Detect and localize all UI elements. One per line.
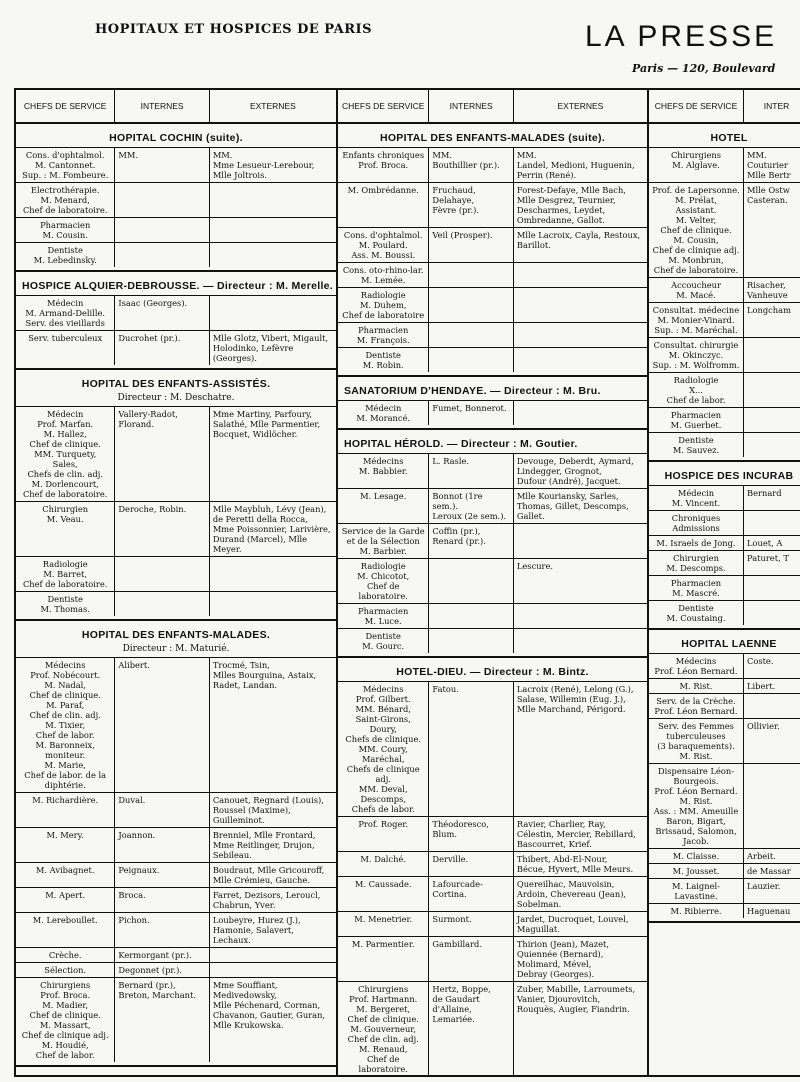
externes-cell: Forest-Defaye, Mlle Bach, Mlle Desgrez, Teurnier, Descharmes, Leydet, Ombredanne, Gallot. <box>516 185 626 225</box>
externes-cell <box>210 243 336 267</box>
chef-cell: M. Claisse. <box>649 849 744 863</box>
externes-cell <box>210 183 336 217</box>
internes-cell: Vallery-Radot, Florand. <box>115 407 209 501</box>
chef-cell: Pharmacien M. Mascré. <box>649 576 744 600</box>
chef-cell: Chirurgien M. Descomps. <box>649 551 744 575</box>
externes-cell: Zuber, Mabille, Larroumets, Vanier, Djourovitch, Rouquès, Augier, Fiandrin. <box>516 984 636 1014</box>
chef-cell: Consultat. médecine M. Monier-Vinard. Sup. : M. Maréchal. <box>649 303 744 337</box>
table-row <box>338 227 647 262</box>
internes-cell <box>744 764 800 848</box>
hospital-section <box>338 430 647 658</box>
internes-cell: Haguenau <box>747 906 791 916</box>
column-2 <box>338 90 649 1075</box>
internes-cell <box>744 694 800 718</box>
internes-cell <box>744 601 800 625</box>
internes-cell <box>429 559 513 603</box>
internes-cell <box>429 348 513 372</box>
hospital-section <box>16 370 336 621</box>
header-chefs: CHEFS DE SERVICE <box>338 90 429 122</box>
table-row <box>16 947 336 962</box>
section-director: Directeur : M. Maturié. <box>122 644 230 654</box>
internes-cell <box>744 408 800 432</box>
internes-cell: Peignaux. <box>115 863 209 887</box>
chef-cell: Dentiste M. Robin. <box>338 348 429 372</box>
hospital-section <box>338 124 647 377</box>
chef-cell: Dentiste M. Gourc. <box>338 629 429 653</box>
column-header <box>338 90 647 124</box>
table-row <box>338 876 647 911</box>
externes-cell <box>514 323 647 347</box>
internes-cell: Alibert. <box>115 658 209 792</box>
chef-cell: Prof. Roger. <box>338 817 429 851</box>
table-row <box>16 556 336 591</box>
chef-cell: M. Ribierre. <box>649 904 744 918</box>
address-line: Paris — 120, Boulevard <box>632 62 776 75</box>
internes-cell <box>115 183 209 217</box>
chef-cell: Dentiste M. Coustaing. <box>649 601 744 625</box>
table-row <box>649 485 800 510</box>
hospital-section <box>16 124 336 272</box>
internes-cell: Deroche, Robin. <box>115 502 209 556</box>
internes-cell: L. Rasle. <box>429 454 513 488</box>
table-row <box>649 863 800 878</box>
table-row <box>649 600 800 625</box>
section-title: HOPITAL DES ENFANTS-MALADES (suite). <box>379 132 606 144</box>
table-row <box>649 878 800 903</box>
column-2-body <box>338 124 647 1075</box>
table-row <box>338 911 647 936</box>
internes-cell: Gambillard. <box>429 937 513 981</box>
internes-cell: Fruchaud, Delahaye, Fèvre (pr.). <box>429 183 513 227</box>
externes-cell <box>210 592 336 616</box>
table-row <box>338 851 647 876</box>
chef-cell: Sélection. <box>16 963 115 977</box>
table-row <box>16 977 336 1062</box>
externes-cell: MM. Mme Lesueur-Lerebour, Mlle Joltrois. <box>212 150 315 180</box>
section-title: HOSPICE ALQUIER-DEBROUSSE. — Directeur : M. Merelle. <box>22 280 334 292</box>
section-title: HOPITAL COCHIN (suite). <box>109 132 243 144</box>
chef-cell: Cons. d'ophtalmol. M. Poulard. Ass. M. Boussi. <box>338 228 429 262</box>
column-header <box>16 90 336 124</box>
chef-cell: M. Mery. <box>16 828 115 862</box>
table-row <box>338 262 647 287</box>
table-row <box>16 182 336 217</box>
internes-cell: MM. Couturier Mlle Bertr <box>747 150 791 180</box>
chef-cell: Pharmacien M. Guerbet. <box>649 408 744 432</box>
internes-cell: Lafourcade- Cortina. <box>429 877 513 911</box>
chef-cell: M. Dalché. <box>338 852 429 876</box>
table-row <box>338 981 647 1075</box>
chef-cell: M. Menetrier. <box>338 912 429 936</box>
table-row <box>649 510 800 535</box>
chef-cell: Dentiste M. Thomas. <box>16 592 115 616</box>
table-row <box>649 718 800 763</box>
internes-cell <box>744 576 800 600</box>
internes-cell: Duval. <box>115 793 209 827</box>
directory-table <box>14 88 800 1077</box>
table-row <box>338 558 647 603</box>
section-title: HOPITAL LAENNE <box>681 638 777 650</box>
internes-cell: Isaac (Georges). <box>115 296 209 330</box>
chef-cell: Médecins Prof. Nobécourt. M. Nadal, Chef de clinique. M. Paraf, Chef de clin. adj. M. Tixier, Chef de labor. M. Baronneix, moniteur. M. Marie, Chef de labor. de la diphtérie. <box>16 658 115 792</box>
table-row <box>649 653 800 678</box>
internes-cell <box>429 263 513 287</box>
externes-cell: Jardet, Ducroquet, Louvel, Maguillat. <box>516 914 629 934</box>
externes-cell: Canouet, Regnard (Louis), Roussel (Maxime), Guilleminot. <box>212 795 324 825</box>
internes-cell: Derville. <box>429 852 513 876</box>
externes-cell: Devouge, Deberdt, Aymard, Lindegger, Grognot, Dufour (André), Jacquet. <box>516 456 634 486</box>
chef-cell: Dispensaire Léon-Bourgeois. Prof. Léon Bernard. M. Rist. Ass. : MM. Ameuille Baron, Bigart, Brissaud, Salomon, Jacob. <box>649 764 744 848</box>
table-row <box>338 322 647 347</box>
internes-cell: de Massar <box>747 866 791 876</box>
table-row <box>16 792 336 827</box>
externes-cell <box>514 401 647 425</box>
chef-cell: Médecins M. Babbier. <box>338 454 429 488</box>
table-row <box>16 657 336 792</box>
externes-cell <box>210 218 336 242</box>
header-internes: INTER <box>763 101 790 111</box>
chef-cell: Pharmacien M. Luce. <box>338 604 429 628</box>
chef-cell: Radiologie M. Barret, Chef de laboratoire. <box>16 557 115 591</box>
header-internes: INTERNES <box>115 90 209 122</box>
internes-cell: Longcham <box>747 305 791 315</box>
column-3 <box>649 90 800 1075</box>
table-row <box>338 523 647 558</box>
chef-cell: Médecin Prof. Marfan. M. Hallez, Chef de clinique. MM. Turquety, Sales, Chefs de clin. adj. M. Dorlencourt, Chef de laboratoire. <box>16 407 115 501</box>
chef-cell: M. Richardière. <box>16 793 115 827</box>
internes-cell: Surmont. <box>429 912 513 936</box>
chef-cell: Pharmacien M. François. <box>338 323 429 347</box>
table-row <box>649 407 800 432</box>
table-row <box>649 575 800 600</box>
hospital-section <box>16 621 336 1067</box>
externes-cell <box>514 348 647 372</box>
externes-cell: Farret, Dezisors, Leroucl, Chabrun, Yver. <box>212 890 321 910</box>
internes-cell <box>115 243 209 267</box>
section-director: Directeur : M. Deschatre. <box>117 393 235 403</box>
chef-cell: Médecins Prof. Gilbert. MM. Bénard, Saint-Girons, Doury, Chefs de clinique. MM. Coury, Maréchal, Chefs de clinique adj. MM. Deval, Descomps, Chefs de labor. <box>338 682 429 816</box>
internes-cell <box>115 557 209 591</box>
internes-cell <box>115 218 209 242</box>
table-row <box>16 887 336 912</box>
internes-cell: Coste. <box>747 656 774 666</box>
table-row <box>649 848 800 863</box>
internes-cell <box>429 323 513 347</box>
chef-cell: M. Lereboullet. <box>16 913 115 947</box>
table-row <box>338 347 647 372</box>
externes-cell <box>210 963 336 977</box>
chef-cell: Accoucheur M. Macé. <box>649 278 744 302</box>
chef-cell: M. Avibagnet. <box>16 863 115 887</box>
hospital-section <box>16 272 336 370</box>
table-row <box>649 432 800 457</box>
externes-cell: Mlle Kouriansky, Sarles, Thomas, Gillet, Descomps, Gallet. <box>516 491 629 521</box>
chef-cell: Radiologie M. Chicotot, Chef de laboratoire. <box>338 559 429 603</box>
internes-cell: Pichon. <box>115 913 209 947</box>
table-row <box>338 681 647 816</box>
chef-cell: Serv. tuberculeux <box>16 331 115 365</box>
chef-cell: Dentiste M. Sauvez. <box>649 433 744 457</box>
section-title: HOTEL-DIEU. — Directeur : M. Bintz. <box>396 666 589 678</box>
externes-cell: Lacroix (René), Lelong (G.), Salase, Willemin (Eug. J.), Mlle Marchand, Périgord. <box>516 684 634 714</box>
chef-cell: Pharmacien M. Cousin. <box>16 218 115 242</box>
internes-cell: Broca. <box>115 888 209 912</box>
table-row <box>649 182 800 277</box>
table-row <box>649 763 800 848</box>
chef-cell: Chirurgiens M. Alglave. <box>649 148 744 182</box>
table-row <box>649 903 800 918</box>
table-row <box>649 693 800 718</box>
table-row <box>338 147 647 182</box>
internes-cell <box>744 433 800 457</box>
table-row <box>649 337 800 372</box>
internes-cell: Joannon. <box>115 828 209 862</box>
header-chefs: CHEFS DE SERVICE <box>16 90 115 122</box>
internes-cell: Degonnet (pr.). <box>115 963 209 977</box>
chef-cell: Médecin M. Morancé. <box>338 401 429 425</box>
chef-cell: Chroniques Admissions <box>649 511 744 535</box>
chef-cell: Serv. des Femmes tuberculeuses (3 baraquements). M. Rist. <box>649 719 744 763</box>
table-row <box>649 302 800 337</box>
chef-cell: Dentiste M. Lebedinsky. <box>16 243 115 267</box>
section-title: HOTEL <box>710 132 748 144</box>
table-row <box>338 816 647 851</box>
table-row <box>16 862 336 887</box>
chef-cell: Prof. de Lapersonne. M. Prélat, Assistant. M. Velter, Chef de clinique. M. Cousin, Chef de clinique adj. M. Monbrun, Chef de laboratoire. <box>649 183 744 277</box>
externes-cell <box>514 604 647 628</box>
internes-cell: Théodoresco, Blum. <box>429 817 513 851</box>
externes-cell: Trocmé, Tsin, Mlles Bourguina, Astaix, Radet, Landan. <box>212 660 317 690</box>
externes-cell: Mme Souffiant, Medivedowsky, Mlle Péchenard, Corman, Chavanon, Gautier, Guran, Mlle Krukowska. <box>212 980 326 1030</box>
header-externes: EXTERNES <box>557 101 604 111</box>
chef-cell: M. Apert. <box>16 888 115 912</box>
table-row <box>16 217 336 242</box>
externes-cell <box>210 296 336 330</box>
internes-cell <box>744 373 800 407</box>
externes-cell: Mlle Glotz, Vibert, Migault, Holodinko, Lefèvre (Georges). <box>212 333 329 363</box>
table-row <box>16 501 336 556</box>
chef-cell: Radiologie X... Chef de labor. <box>649 373 744 407</box>
chef-cell: M. Lesage. <box>338 489 429 523</box>
chef-cell: Médecin M. Armand-Delille. Serv. des vieillards <box>16 296 115 330</box>
newspaper-title: LA PRESSE <box>585 20 778 53</box>
internes-cell: Libert. <box>747 681 776 691</box>
table-row <box>649 277 800 302</box>
header-chefs: CHEFS DE SERVICE <box>649 90 744 122</box>
chef-cell: Serv. de la Crèche. Prof. Léon Bernard. <box>649 694 744 718</box>
column-1-body <box>16 124 336 1067</box>
internes-cell <box>744 511 800 535</box>
externes-cell: Lescure. <box>516 561 554 571</box>
internes-cell: Louet, A <box>747 538 783 548</box>
hospital-section <box>649 124 800 462</box>
externes-cell: Mlle Maybluh, Lévy (Jean), de Peretti della Rocca, Mme Poissonnier, Larivière, Durand (Marcel), Mlle Meyer. <box>212 504 331 554</box>
chef-cell: Chirurgien M. Veau. <box>16 502 115 556</box>
table-row <box>649 678 800 693</box>
externes-cell: Brenniel, Mlle Frontard, Mme Reitlinger, Drujon, Sebileau. <box>212 830 316 860</box>
chef-cell: Electrothérapie. M. Menard, Chef de laboratoire. <box>16 183 115 217</box>
externes-cell <box>514 524 647 558</box>
chef-cell: Consultat. chirurgie M. Okinczyc. Sup. : M. Wolfromm. <box>649 338 744 372</box>
internes-cell: Arbeit. <box>747 851 776 861</box>
table-row <box>649 147 800 182</box>
externes-cell: Thibert, Abd-El-Nour, Bécue, Hyvert, Mlle Meurs. <box>516 854 634 874</box>
hospital-section <box>649 630 800 923</box>
internes-cell: Paturet, T <box>747 553 789 563</box>
table-row <box>16 406 336 501</box>
internes-cell: Bonnot (1re sem.). Leroux (2e sem.). <box>429 489 513 523</box>
internes-cell: Ollivier. <box>747 721 780 731</box>
hospital-section <box>338 377 647 430</box>
externes-cell: Loubeyre, Hurez (J.), Hamonie, Salavert, Lechaux. <box>212 915 301 945</box>
table-row <box>16 962 336 977</box>
table-row <box>338 182 647 227</box>
chef-cell: Service de la Garde et de la Sélection M. Barbier. <box>338 524 429 558</box>
chef-cell: M. Parmentier. <box>338 937 429 981</box>
chef-cell: Enfants chroniques Prof. Broca. <box>338 148 429 182</box>
internes-cell: Coffin (pr.), Renard (pr.). <box>429 524 513 558</box>
externes-cell: MM. Landel, Medioni, Huguenin, Perrin (René). <box>516 150 635 180</box>
header-internes: INTERNES <box>429 90 513 122</box>
externes-cell <box>514 263 647 287</box>
table-row <box>338 488 647 523</box>
table-row <box>16 827 336 862</box>
externes-cell: Quereilhac, Mauvoisin, Ardoin, Chevereau (Jean), Sobelman. <box>516 879 627 909</box>
column-1 <box>16 90 338 1075</box>
table-row <box>16 591 336 616</box>
chef-cell: Radiologie M. Duhem, Chef de laboratoire <box>338 288 429 322</box>
section-title: HOPITAL HÉROLD. — Directeur : M. Goutier. <box>344 438 578 450</box>
internes-cell: Ducrohet (pr.). <box>115 331 209 365</box>
chef-cell: M. Ombrédanne. <box>338 183 429 227</box>
table-row <box>338 936 647 981</box>
internes-cell: Fumet, Bonnerot. <box>429 401 513 425</box>
internes-cell <box>429 288 513 322</box>
chef-cell: Chirurgiens Prof. Hartmann. M. Bergeret, Chef de clinique. M. Gouverneur, Chef de clin. adj. M. Renaud, Chef de laboratoire. <box>338 982 429 1075</box>
table-row <box>16 242 336 267</box>
chef-cell: M. Jousset. <box>649 864 744 878</box>
chef-cell: M. Laignel-Lavastine. <box>649 879 744 903</box>
internes-cell <box>744 338 800 372</box>
internes-cell: Risacher, Vanheuve <box>747 280 788 300</box>
externes-cell <box>210 948 336 962</box>
externes-cell: Thirion (Jean), Mazet, Quiennée (Bernard), Molimard, Mével, Debray (Georges). <box>516 939 609 979</box>
externes-cell <box>514 629 647 653</box>
table-row <box>16 330 336 365</box>
table-row <box>338 628 647 653</box>
table-row <box>649 550 800 575</box>
hospital-section <box>649 462 800 630</box>
internes-cell <box>115 592 209 616</box>
internes-cell: MM. Bouthillier (pr.). <box>429 148 513 182</box>
internes-cell <box>429 629 513 653</box>
internes-cell: Kermorgant (pr.). <box>115 948 209 962</box>
internes-cell: Lauzier. <box>747 881 781 891</box>
externes-cell: Mme Martiny, Parfoury, Salathé, Mlle Parmentier, Bocquet, Widlöcher. <box>212 409 321 439</box>
page-header-left: HOPITAUX ET HOSPICES DE PARIS <box>95 22 372 37</box>
section-title: HOSPICE DES INCURAB <box>664 470 794 482</box>
table-row <box>338 400 647 425</box>
section-title: SANATORIUM D'HENDAYE. — Directeur : M. Bru. <box>344 385 601 397</box>
column-3-body <box>649 124 800 923</box>
chef-cell: M. Caussade. <box>338 877 429 911</box>
externes-cell: Mlle Lacroix, Cayla, Restoux, Barillot. <box>516 230 641 250</box>
externes-cell <box>514 288 647 322</box>
table-row <box>338 453 647 488</box>
internes-cell: MM. <box>115 148 209 182</box>
table-row <box>649 372 800 407</box>
externes-cell: Boudraut, Mlle Gricouroff, Mlle Crémieu, Gauche. <box>212 865 325 885</box>
internes-cell: Bernard (pr.), Breton, Marchant. <box>115 978 209 1062</box>
section-title: HOPITAL DES ENFANTS-ASSISTÉS. <box>81 378 271 390</box>
column-header <box>649 90 800 124</box>
chef-cell: M. Rist. <box>649 679 744 693</box>
hospital-section <box>338 658 647 1075</box>
chef-cell: Médecin M. Vincent. <box>649 486 744 510</box>
table-row <box>338 287 647 322</box>
internes-cell: Mlle Ostw Casteran. <box>747 185 790 205</box>
chef-cell: Cons. oto-rhino-lar. M. Lemée. <box>338 263 429 287</box>
internes-cell: Veil (Prosper). <box>429 228 513 262</box>
table-row <box>16 295 336 330</box>
internes-cell: Hertz, Boppe, de Gaudart d'Allaine, Lemariée. <box>429 982 513 1075</box>
table-row <box>16 147 336 182</box>
chef-cell: Cons. d'ophtalmol. M. Cantonnet. Sup. : M. Fombeure. <box>16 148 115 182</box>
chef-cell: Médecins Prof. Léon Bernard. <box>649 654 744 678</box>
chef-cell: M. Israels de Jong. <box>649 536 744 550</box>
table-row <box>338 603 647 628</box>
header-externes: EXTERNES <box>249 101 296 111</box>
chef-cell: Crèche. <box>16 948 115 962</box>
table-row <box>16 912 336 947</box>
table-row <box>649 535 800 550</box>
externes-cell: Ravier, Charlier, Ray, Célestin, Mercier, Rebillard, Bascourret, Krief. <box>516 819 636 849</box>
section-title: HOPITAL DES ENFANTS-MALADES. <box>81 629 271 641</box>
chef-cell: Chirurgiens Prof. Broca. M. Madier, Chef de clinique. M. Massart, Chef de clinique adj. M. Houdié, Chef de labor. <box>16 978 115 1062</box>
internes-cell: Fatou. <box>429 682 513 816</box>
internes-cell: Bernard <box>747 488 782 498</box>
internes-cell <box>429 604 513 628</box>
externes-cell <box>210 557 336 591</box>
